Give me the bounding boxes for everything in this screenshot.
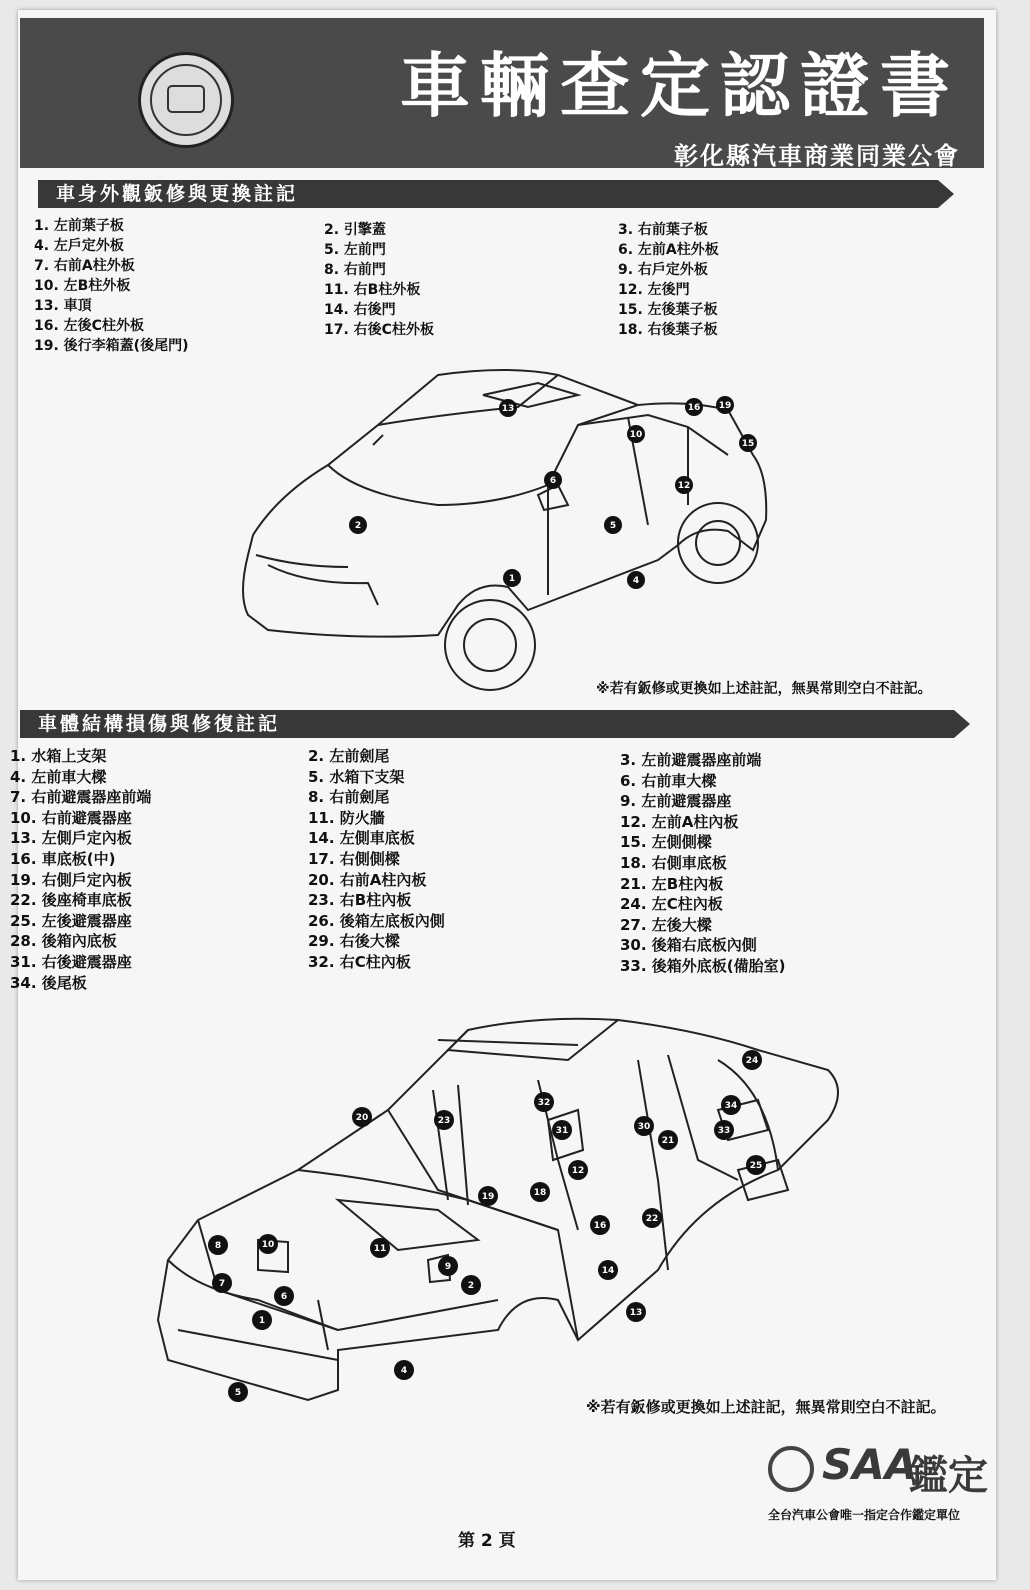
list-item: 11. 右B柱外板 <box>324 282 421 298</box>
svg-text:16: 16 <box>687 403 701 413</box>
svg-text:6: 6 <box>280 1292 288 1302</box>
marker-5 <box>228 1382 248 1402</box>
list-item: 31. 右後避震器座 <box>10 952 132 971</box>
exterior-list-col2 <box>324 220 434 340</box>
svg-text:7: 7 <box>218 1279 226 1289</box>
list-item: 12. 左後門 <box>618 282 690 298</box>
marker-32 <box>534 1092 554 1112</box>
list-item: 16. 左後C柱外板 <box>34 318 144 334</box>
list-item: 17. 右側側樑 <box>308 849 400 868</box>
svg-text:9: 9 <box>444 1262 452 1272</box>
marker-11 <box>370 1238 390 1258</box>
list-item: 13. 左側戶定內板 <box>10 829 132 848</box>
list-item: 22. 後座椅車底板 <box>10 891 132 910</box>
exterior-list-col3 <box>618 220 719 340</box>
list-item: 27. 左後大樑 <box>620 915 712 934</box>
list-item: 26. 後箱左底板內側 <box>308 911 445 930</box>
list-item: 16. 車底板(中) <box>10 849 116 868</box>
svg-text:19: 19 <box>481 1192 495 1202</box>
marker-14 <box>598 1260 618 1280</box>
svg-text:6: 6 <box>549 476 557 486</box>
list-item: 13. 車頂 <box>34 298 92 314</box>
car-structure-diagram <box>138 1000 858 1420</box>
marker-16 <box>685 398 703 416</box>
section-structure-heading: 車體結構損傷與修復註記 <box>20 710 954 738</box>
saa-logo-text: SAA <box>822 1440 918 1489</box>
marker-19 <box>478 1186 498 1206</box>
list-item: 34. 後尾板 <box>10 973 87 992</box>
marker-1 <box>252 1310 272 1330</box>
list-item: 19. 右側戶定內板 <box>10 870 132 889</box>
svg-text:23: 23 <box>437 1116 451 1126</box>
list-item: 23. 右B柱內板 <box>308 891 412 910</box>
svg-text:2: 2 <box>354 521 362 531</box>
list-item: 8. 右前劍尾 <box>308 788 390 807</box>
svg-text:5: 5 <box>609 521 617 531</box>
header-banner <box>20 18 984 168</box>
list-item: 10. 左B柱外板 <box>34 278 131 294</box>
list-item: 1. 左前葉子板 <box>34 218 124 234</box>
svg-text:4: 4 <box>400 1366 408 1376</box>
list-item: 18. 右側車底板 <box>620 853 727 872</box>
svg-text:10: 10 <box>261 1240 275 1250</box>
list-item: 8. 右前門 <box>324 262 386 278</box>
marker-13 <box>626 1302 646 1322</box>
svg-text:13: 13 <box>501 404 515 414</box>
list-item: 6. 左前A柱外板 <box>618 242 719 258</box>
marker-18 <box>530 1182 550 1202</box>
svg-text:19: 19 <box>718 401 732 411</box>
list-item: 12. 左前A柱內板 <box>620 812 739 831</box>
page-title: 車輛查定認證書 <box>400 45 960 127</box>
marker-21 <box>658 1130 678 1150</box>
list-item: 9. 右戶定外板 <box>618 262 708 278</box>
list-item: 10. 右前避震器座 <box>10 808 132 827</box>
list-item: 5. 左前門 <box>324 242 386 258</box>
marker-15 <box>739 434 757 452</box>
marker-2 <box>349 516 367 534</box>
svg-text:1: 1 <box>258 1316 266 1326</box>
list-item: 14. 右後門 <box>324 302 396 318</box>
list-item: 1. 水箱上支架 <box>10 747 107 765</box>
svg-text:20: 20 <box>355 1113 369 1123</box>
marker-6 <box>544 471 562 489</box>
svg-text:5: 5 <box>234 1388 242 1398</box>
marker-1 <box>503 569 521 587</box>
svg-text:14: 14 <box>601 1266 615 1276</box>
marker-6 <box>274 1286 294 1306</box>
list-item: 4. 左戶定外板 <box>34 238 124 254</box>
marker-33 <box>714 1120 734 1140</box>
svg-text:33: 33 <box>717 1126 731 1136</box>
marker-22 <box>642 1208 662 1228</box>
list-item: 33. 後箱外底板(備胎室) <box>620 956 786 975</box>
svg-text:25: 25 <box>749 1161 763 1171</box>
svg-text:2: 2 <box>467 1281 475 1291</box>
saa-logo-icon <box>768 1446 814 1492</box>
marker-20 <box>352 1107 372 1127</box>
svg-text:8: 8 <box>214 1241 222 1251</box>
list-item: 2. 左前劍尾 <box>308 747 390 765</box>
list-item: 7. 右前A柱外板 <box>34 258 135 274</box>
list-item: 21. 左B柱內板 <box>620 874 724 893</box>
svg-text:24: 24 <box>745 1056 759 1066</box>
marker-34 <box>721 1095 741 1115</box>
svg-text:15: 15 <box>741 439 755 449</box>
svg-text:34: 34 <box>724 1101 738 1111</box>
marker-7 <box>212 1273 232 1293</box>
list-item: 9. 左前避震器座 <box>620 792 732 811</box>
section-exterior-heading: 車身外觀鈑修與更換註記 <box>38 180 938 208</box>
list-item: 19. 後行李箱蓋(後尾門) <box>34 338 189 354</box>
marker-25 <box>746 1155 766 1175</box>
marker-4 <box>627 571 645 589</box>
car-exterior-diagram <box>208 355 808 705</box>
marker-13 <box>499 399 517 417</box>
list-item: 15. 左後葉子板 <box>618 302 718 318</box>
list-item: 17. 右後C柱外板 <box>324 322 434 338</box>
structure-list-col3 <box>620 750 786 977</box>
list-item: 25. 左後避震器座 <box>10 911 132 930</box>
list-item: 24. 左C柱內板 <box>620 895 723 914</box>
list-item: 18. 右後葉子板 <box>618 322 718 338</box>
svg-text:31: 31 <box>555 1126 569 1136</box>
marker-12 <box>675 476 693 494</box>
structure-note: ※若有鈑修或更換如上述註記，無異常則空白不註記。 <box>586 1398 946 1416</box>
list-item: 15. 左側側樑 <box>620 833 712 852</box>
svg-text:11: 11 <box>373 1244 387 1254</box>
list-item: 6. 右前車大樑 <box>620 771 717 790</box>
marker-19 <box>716 396 734 414</box>
marker-23 <box>434 1110 454 1130</box>
list-item: 7. 右前避震器座前端 <box>10 788 152 807</box>
list-item: 28. 後箱內底板 <box>10 932 117 951</box>
association-seal-icon <box>138 52 234 148</box>
svg-text:16: 16 <box>593 1221 607 1231</box>
list-item: 20. 右前A柱內板 <box>308 870 427 889</box>
marker-10 <box>627 425 645 443</box>
saa-logo-subtitle: 全台汽車公會唯一指定合作鑑定單位 <box>768 1508 961 1522</box>
svg-text:4: 4 <box>632 576 640 586</box>
certificate-page <box>10 10 996 1580</box>
svg-text:22: 22 <box>645 1214 659 1224</box>
exterior-list-col1 <box>34 216 188 356</box>
page-number: 第 2 頁 <box>458 1531 516 1551</box>
marker-30 <box>634 1116 654 1136</box>
list-item: 29. 右後大樑 <box>308 932 400 951</box>
marker-2 <box>461 1275 481 1295</box>
marker-12 <box>568 1160 588 1180</box>
marker-31 <box>552 1120 572 1140</box>
saa-logo-cn: 鑑定 <box>908 1453 988 1499</box>
svg-text:32: 32 <box>537 1098 551 1108</box>
svg-text:18: 18 <box>533 1188 547 1198</box>
structure-list-col1 <box>10 746 151 993</box>
list-item: 14. 左側車底板 <box>308 829 415 848</box>
list-item: 11. 防火牆 <box>308 808 385 827</box>
list-item: 30. 後箱右底板內側 <box>620 936 757 955</box>
svg-text:1: 1 <box>508 574 516 584</box>
list-item: 4. 左前車大樑 <box>10 767 107 786</box>
svg-text:30: 30 <box>637 1122 651 1132</box>
marker-9 <box>438 1256 458 1276</box>
svg-text:13: 13 <box>629 1308 643 1318</box>
marker-5 <box>604 516 622 534</box>
association-name: 彰化縣汽車商業同業公會 <box>674 142 960 170</box>
svg-text:21: 21 <box>661 1136 675 1146</box>
svg-text:12: 12 <box>677 481 691 491</box>
list-item: 2. 引擎蓋 <box>324 222 386 238</box>
marker-4 <box>394 1360 414 1380</box>
list-item: 5. 水箱下支架 <box>308 767 405 786</box>
list-item: 32. 右C柱內板 <box>308 952 411 971</box>
marker-8 <box>208 1235 228 1255</box>
marker-10 <box>258 1234 278 1254</box>
svg-text:12: 12 <box>571 1166 585 1176</box>
structure-list-col2 <box>308 746 445 973</box>
list-item: 3. 左前避震器座前端 <box>620 751 762 769</box>
svg-text:10: 10 <box>629 430 643 440</box>
marker-16 <box>590 1215 610 1235</box>
saa-logo <box>768 1440 998 1520</box>
list-item: 3. 右前葉子板 <box>618 222 708 238</box>
exterior-note: ※若有鈑修或更換如上述註記，無異常則空白不註記。 <box>596 681 932 697</box>
marker-24 <box>742 1050 762 1070</box>
